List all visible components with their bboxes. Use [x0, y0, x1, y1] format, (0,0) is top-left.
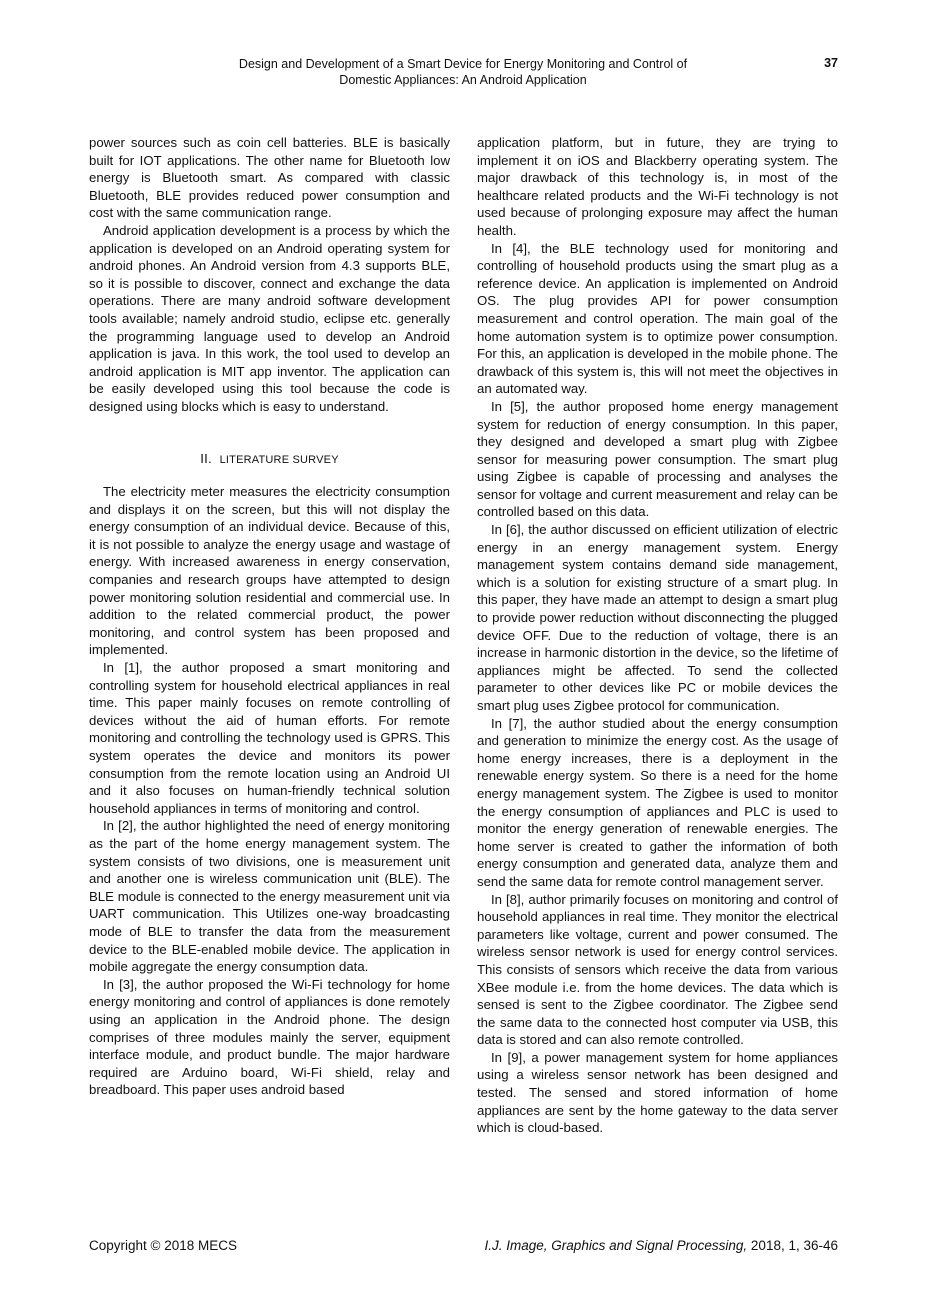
- left-column: [89, 134, 450, 1099]
- paragraph: In [3], the author proposed the Wi-Fi technology for home energy monitoring and control of appliances is done remotely using an application in the Android phone. The design comprises of three modules mainly the server, equipment interface module, and product bundle. The major hardware required are Arduino board, Wi-Fi shield, relay and breadboard. This paper uses android based: [89, 976, 450, 1098]
- header-title-line2: Domestic Appliances: An Android Application: [339, 73, 587, 87]
- paragraph: In [1], the author proposed a smart monitoring and controlling system for household electrical appliances in real time. This paper mainly focuses on remote controlling of devices without the aid of human efforts. For remote monitoring and controlling the technology used is GPRS. This system operates the device and monitors its power consumption from the remote location using an Android UI and it also focuses on human-friendly technical solution household appliances in terms of monitoring and control.: [89, 660, 450, 816]
- paragraph: application platform, but in future, they are trying to implement it on iOS and Blackberry operating system. The major drawback of this technology is, in most of the healthcare related products and the Wi-Fi technology is not used because of prolonging exposure may affect the human health.: [477, 135, 838, 238]
- paragraph: In [2], the author highlighted the need of energy monitoring as the part of the home energy management system. The system consists of two divisions, one is measurement unit and another one is wireless communication unit (BLE). The BLE module is connected to the energy measurement unit via UART communication. This Utilizes one-way broadcasting mode of BLE to transfer the data from the measurement device to the BLE-enabled mobile device. The application in mobile aggregate the energy consumption data.: [89, 818, 450, 975]
- footer-issue: 2018, 1, 36-46: [747, 1238, 838, 1253]
- section-heading: [89, 450, 450, 470]
- paragraph: Android application development is a process by which the application is developed on an Android operating system for android phones. An Android version from 4.3 supports BLE, so it is possible to discover, connect and exchange the data operations. There are many android software development tools available; namely android studio, eclipse etc. generally the programming language used to develop an Android application is java. In this work, the tool used to develop an android application is MIT app inventor. The application can be easily developed using this tool because the code is designed using blocks which is easy to understand.: [89, 222, 450, 414]
- header-title-line1: Design and Development of a Smart Device for Energy Monitoring and Control of: [238, 57, 688, 71]
- page-number: 37: [824, 56, 838, 70]
- paragraph: In [9], a power management system for home appliances using a wireless sensor network has been designed and tested. The sensed and stored information of home appliances are sent by the home gateway to the data server which is cloud-based.: [477, 1049, 838, 1136]
- running-header: [200, 56, 726, 88]
- footer-copyright: Copyright © 2018 MECS: [89, 1238, 238, 1253]
- paragraph: In [6], the author discussed on efficient utilization of electric energy in an energy management system. Energy management system contains demand side management, which is a solution for existing structure of a smart plug. In this paper, they have made an attempt to design a smart plug to provide power reduction without disconnecting the plugged device OFF. Due to the reduction of voltage, there is an increase in harmonic distortion in the device, so the lifetime of appliances might be affected. To send the collected parameter to other devices like PC or mobile devices the smart plug uses Zigbee protocol for communication.: [477, 522, 838, 713]
- section-number: II.: [200, 450, 212, 466]
- paragraph: In [7], the author studied about the energy consumption and generation to minimize the energy cost. As the usage of home energy increases, there is a deployment in the renewable energy system. So there is a need for the home energy management system. The Zigbee is used to monitor the energy consumption of appliances and PLC is used to monitor the energy generation of renewable energies. The home server is created to gather the information of both energy consumption and generated data, analyze them and send the same data for remote control management server.: [477, 715, 838, 889]
- footer-citation: [485, 1238, 838, 1253]
- footer-journal: I.J. Image, Graphics and Signal Processing,: [484, 1238, 748, 1253]
- paragraph: In [4], the BLE technology used for monitoring and controlling of household products using the smart plug as a reference device. An application is implemented on Android OS. The plug provides API for power consumption measurement and control operation. The main goal of the home automation system is to optimize power consumption. For this, an application is developed in the mobile phone. The drawback of this system is, this will not meet the objectives in an automated way.: [477, 240, 838, 397]
- paragraph: In [5], the author proposed home energy management system for reduction of energy consumption. In this paper, they designed and developed a smart plug with Zigbee sensor for measuring power consumption. The smart plug using Zigbee is capable of processing and analyses the sensor for voltage and current measurement and relay can be controlled based on this data.: [477, 398, 838, 520]
- paragraph: In [8], author primarily focuses on monitoring and control of household appliances in real time. They monitor the electrical parameters like voltage, current and power consumed. The wireless sensor network is used for energy control services. This consists of sensors which receive the data from various XBee module i.e. from the home devices. The data which is sensed is sent to the Zigbee coordinator. The Zigbee send the same data to the connected host computer via USB, this data is stored and can also remote controlled.: [477, 891, 838, 1048]
- right-column: [477, 134, 838, 1137]
- paragraph: power sources such as coin cell batteries. BLE is basically built for IOT applications. The other name for Bluetooth low energy is Bluetooth smart. As compared with classic Bluetooth, BLE provides reduced power consumption and cost with the same communication range.: [89, 135, 450, 221]
- section-title: LITERATURE SURVEY: [219, 453, 339, 466]
- paragraph: The electricity meter measures the electricity consumption and displays it on the screen, but this will not display the energy consumption of an individual device. Because of this, it is not possible to analyze the energy usage and wastage of energy. With increased awareness in energy conservation, companies and research groups have attempted to design power monitoring solution residential and commercial use. In addition to the related commercial product, the power monitoring, and control system has been proposed and implemented.: [89, 484, 450, 658]
